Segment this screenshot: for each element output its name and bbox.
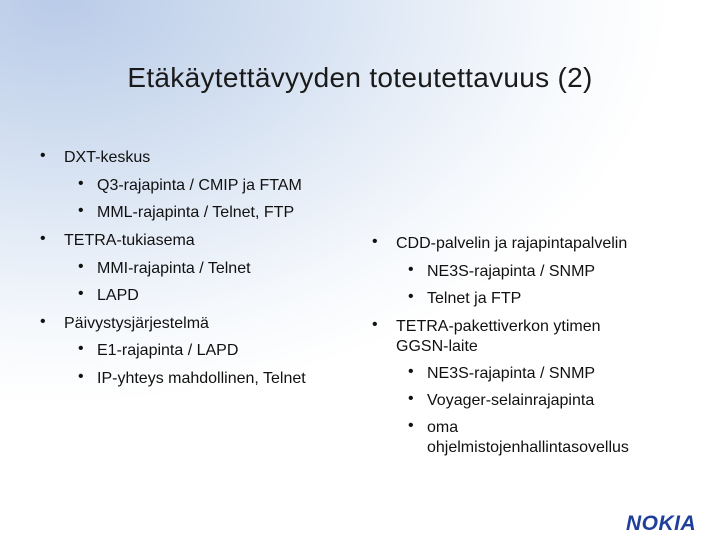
slide-title: Etäkäytettävyyden toteutettavuus (2)	[127, 62, 593, 93]
bullet-icon: •	[372, 316, 378, 333]
bullet-icon: •	[372, 233, 378, 250]
nokia-logo: NOKIA	[626, 512, 697, 535]
bullet-icon: •	[40, 230, 46, 247]
bullet-icon: •	[40, 313, 46, 330]
sub-list-item: MML-rajapinta / Telnet, FTP	[97, 204, 295, 221]
sub-list-item: Voyager-selainrajapinta	[427, 392, 595, 409]
bullet-icon: •	[78, 368, 84, 385]
sub-list-item: LAPD	[97, 287, 139, 304]
list-item: DXT-keskus	[64, 149, 151, 166]
bullet-icon: •	[78, 175, 84, 192]
sub-list-item: NE3S-rajapinta / SNMP	[427, 365, 596, 382]
bullet-icon: •	[78, 202, 84, 219]
bullet-icon: •	[408, 261, 414, 278]
sub-list-item: E1-rajapinta / LAPD	[97, 342, 239, 359]
bullet-icon: •	[408, 417, 414, 434]
bullet-icon: •	[408, 390, 414, 407]
bullet-icon: •	[408, 363, 414, 380]
bullet-icon: •	[40, 147, 46, 164]
sub-list-item: IP-yhteys mahdollinen, Telnet	[97, 370, 306, 387]
sub-list-item: oma ohjelmistojenhallintasovellus	[427, 419, 629, 456]
list-item: TETRA-tukiasema	[64, 232, 195, 249]
sub-list-item: NE3S-rajapinta / SNMP	[427, 263, 596, 280]
bullet-icon: •	[78, 258, 84, 275]
bullet-icon: •	[78, 285, 84, 302]
bullet-icon: •	[408, 288, 414, 305]
list-item: CDD-palvelin ja rajapintapalvelin	[396, 235, 628, 252]
sub-list-item: Q3-rajapinta / CMIP ja FTAM	[97, 177, 302, 194]
sub-list-item: Telnet ja FTP	[427, 290, 522, 307]
list-item: Päivystysjärjestelmä	[64, 315, 209, 332]
sub-list-item: MMI-rajapinta / Telnet	[97, 260, 251, 277]
list-item: TETRA-pakettiverkon ytimen GGSN-laite	[396, 318, 601, 355]
bullet-icon: •	[78, 340, 84, 357]
